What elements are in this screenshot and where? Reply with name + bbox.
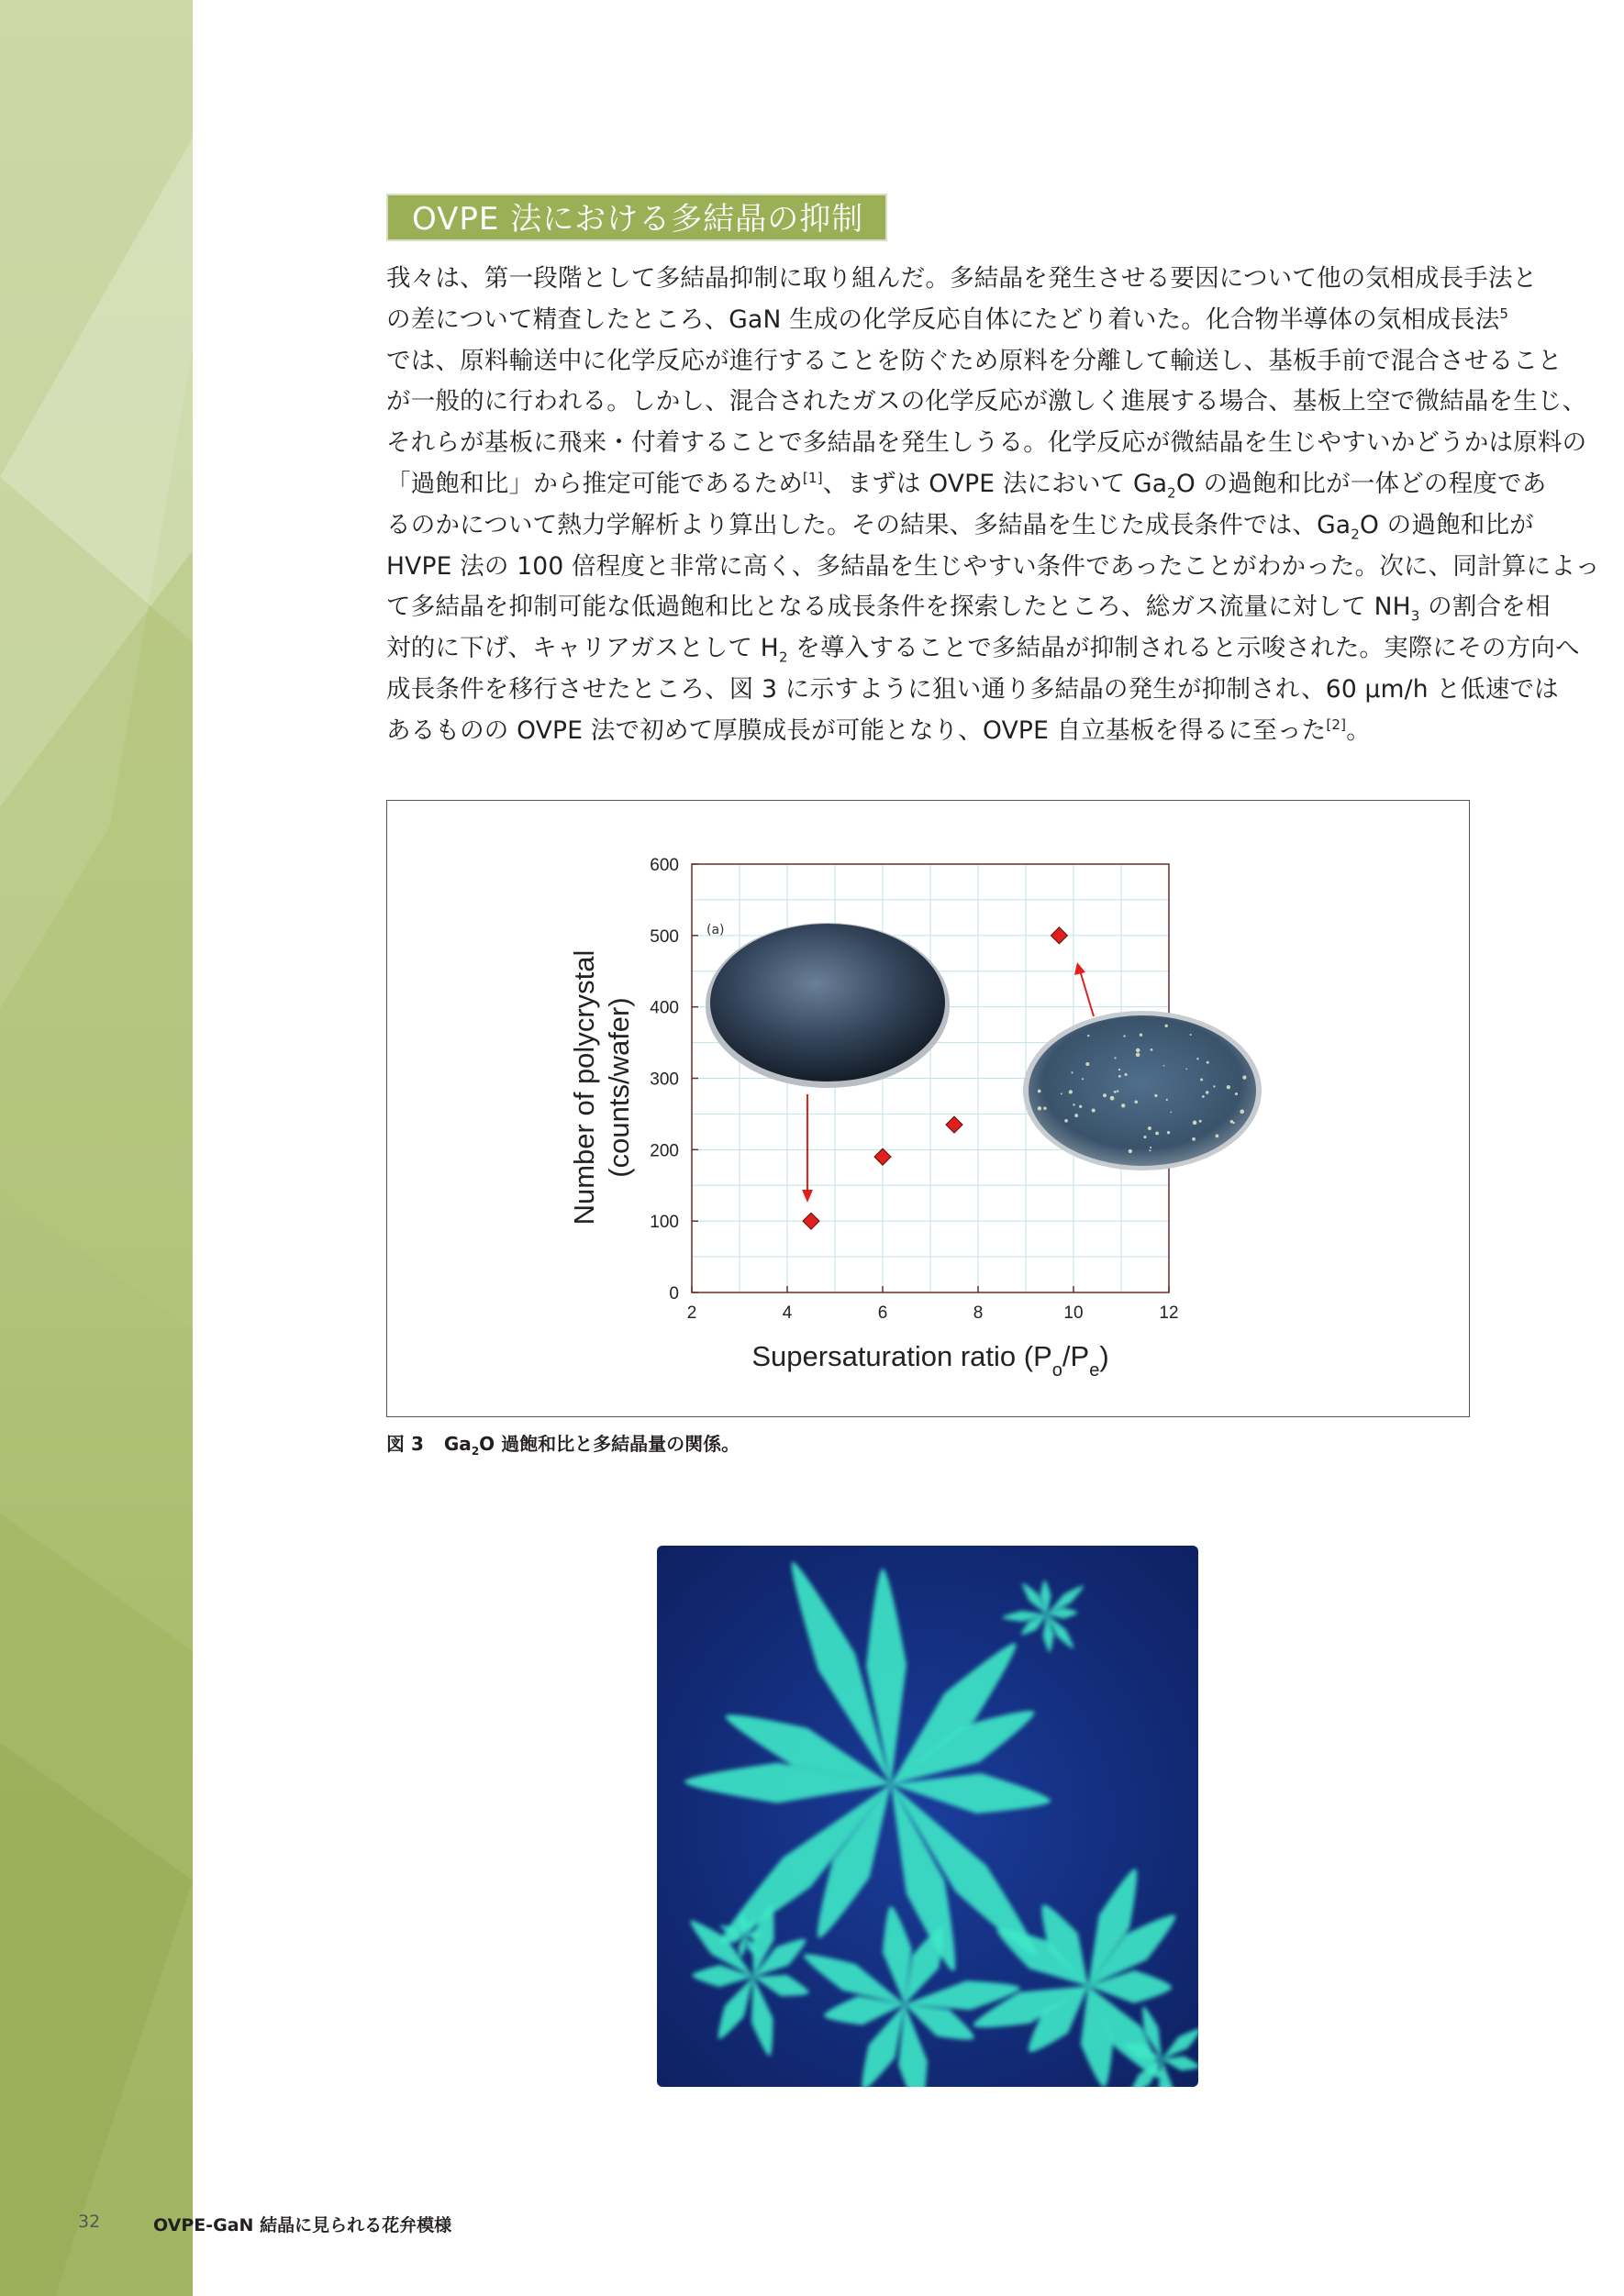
x-tick-label: 6	[877, 1303, 888, 1323]
speckle	[1123, 1035, 1125, 1037]
speckle	[1079, 1105, 1082, 1108]
body-line: それらが基板に飛来・付着することで多結晶を発生しうる。化学反応が微結晶を生じやすいかどうかは原料の	[386, 428, 1587, 458]
speckle	[1240, 1109, 1244, 1114]
speckle	[1064, 1119, 1068, 1123]
body-line: では、原料輸送中に化学反応が進行することを防ぐため原料を分離して輸送し、基板手前で混合させること	[386, 346, 1563, 375]
speckle	[1185, 1068, 1187, 1070]
speckle	[1074, 1114, 1078, 1117]
body-line: 対的に下げ、キャリアガスとして $H_2$ を導入することで多結晶が抑制されると示唆された。実際にその方向へ	[386, 634, 1580, 666]
speckle	[1227, 1085, 1230, 1089]
speckle	[1117, 1090, 1118, 1092]
figure-number: 図 3	[386, 1433, 424, 1455]
body-line: るのかについて熱力学解析より算出した。その結果、多結晶を生じた成長条件では、$Ga_2O$ の過飽和比が	[386, 510, 1534, 543]
body-line: 成長条件を移行させたところ、図 3 に示すように狙い通り多結晶の発生が抑制され、60 μm/h と低速では	[386, 674, 1559, 704]
data-point	[874, 1148, 891, 1165]
footer-title: OVPE-GaN 結晶に見られる花弁模様	[153, 2215, 452, 2235]
speckle	[1069, 1090, 1073, 1093]
speckle	[1038, 1090, 1041, 1093]
speckle	[1202, 1095, 1205, 1098]
x-tick-label: 12	[1159, 1303, 1179, 1323]
speckle	[1129, 1149, 1132, 1153]
x-tick-label: 8	[973, 1303, 984, 1323]
speckle	[1193, 1121, 1197, 1126]
speckle	[1192, 1137, 1196, 1141]
speckle	[1038, 1106, 1041, 1110]
figure-frame	[386, 800, 1470, 1417]
y-tick-label: 200	[650, 1141, 679, 1161]
speckle	[1121, 1104, 1125, 1107]
figure-caption-text: $Ga_2O$ 過飽和比と多結晶量の関係。	[443, 1433, 740, 1458]
body-line: 「過飽和比」から推定可能であるため[1]、まずは OVPE 法において $Ga_2O$ の過飽和比が一体どの程度であ	[386, 469, 1547, 502]
y-axis-label-line1: Number of polycrystal	[568, 949, 600, 1226]
speckle	[1154, 1094, 1157, 1097]
speckle	[1134, 1101, 1138, 1104]
speckle	[1196, 1058, 1198, 1059]
micrograph-image	[657, 1546, 1198, 2087]
speckle	[1136, 1053, 1140, 1058]
x-tick-label: 10	[1063, 1303, 1084, 1323]
speckle	[1170, 1112, 1172, 1114]
body-line: て多結晶を抑制可能な低過飽和比となる成長条件を探索したところ、総ガス流量に対して $NH_3$ の割合を相	[386, 593, 1551, 625]
speckle	[1061, 1093, 1062, 1094]
y-tick-label: 400	[650, 998, 679, 1018]
data-point	[946, 1116, 962, 1133]
y-tick-label: 100	[650, 1213, 679, 1233]
speckle	[1073, 1104, 1074, 1105]
y-tick-label: 600	[650, 856, 679, 875]
speckle	[1085, 1062, 1089, 1066]
speckle	[1149, 1149, 1151, 1151]
scatter-chart	[387, 801, 1468, 1415]
arrow-down-head	[802, 1190, 813, 1203]
wafer-photo-low	[710, 924, 945, 1081]
x-tick-label: 4	[782, 1303, 793, 1323]
speckle	[1114, 1091, 1117, 1093]
speckle	[1167, 1131, 1170, 1134]
section-heading: OVPE 法における多結晶の抑制	[386, 194, 887, 241]
speckle	[1216, 1135, 1219, 1138]
speckle	[1092, 1108, 1096, 1112]
speckle	[1143, 1136, 1146, 1138]
speckle	[1043, 1107, 1046, 1110]
x-axis-label: Supersaturation ratio $(P_o/P_e)$	[751, 1340, 1109, 1381]
y-tick-label: 300	[650, 1070, 679, 1090]
y-axis-label-line2: (counts/wafer)	[603, 997, 635, 1178]
speckle	[1071, 1071, 1073, 1073]
speckle	[1140, 1034, 1142, 1037]
speckle	[1206, 1091, 1208, 1093]
body-line: あるものの OVPE 法で初めて厚膜成長が可能となり、OVPE 自立基板を得るに至った[2]。	[386, 715, 1371, 745]
speckle	[1118, 1075, 1121, 1078]
speckle	[1242, 1075, 1246, 1079]
x-tick-label: 2	[686, 1303, 697, 1323]
speckle	[1114, 1057, 1116, 1059]
wafer-photo-high	[1029, 1015, 1256, 1166]
speckle	[1151, 1048, 1153, 1051]
speckle	[1118, 1069, 1120, 1070]
body-paragraph	[386, 259, 1600, 752]
body-line: の差について精査したところ、GaN 生成の化学反応自体にたどり着いた。化合物半導体の気相成長法$^5$	[386, 305, 1509, 334]
speckle	[1110, 1096, 1115, 1101]
speckle	[1199, 1120, 1202, 1123]
speckle	[1148, 1126, 1151, 1130]
y-tick-label: 0	[669, 1284, 679, 1303]
speckle	[1155, 1132, 1159, 1136]
speckle	[1087, 1035, 1089, 1037]
speckle	[1150, 1147, 1151, 1148]
flower-pattern-micrograph	[657, 1546, 1198, 2087]
body-line: HVPE 法の 100 倍程度と非常に高く、多結晶を生じやすい条件であったことがわかった。次に、同計算によっ	[386, 551, 1600, 581]
data-point	[1051, 927, 1067, 944]
arrow-up-line	[1080, 971, 1094, 1016]
speckle	[1213, 1085, 1215, 1087]
body-line: 我々は、第一段階として多結晶抑制に取り組んだ。多結晶を発生させる要因について他の気相成長手法と	[386, 264, 1538, 293]
speckle	[1200, 1078, 1203, 1081]
arrow-up-head	[1074, 962, 1085, 975]
speckle	[1232, 1122, 1234, 1124]
left-sidebar	[0, 0, 193, 2296]
speckle	[1235, 1093, 1238, 1095]
speckle	[1166, 1099, 1168, 1101]
speckle	[1124, 1073, 1127, 1076]
speckle	[1103, 1093, 1107, 1097]
page-number: 32	[78, 2212, 101, 2232]
y-tick-label: 500	[650, 926, 679, 947]
body-line: が一般的に行われる。しかし、混合されたガスの化学反応が激しく進展する場合、基板上空で微結晶を生じ、	[386, 387, 1587, 416]
figure-caption	[386, 1430, 740, 1465]
speckle	[1165, 1025, 1168, 1027]
speckle	[1207, 1061, 1209, 1064]
data-point	[803, 1213, 819, 1229]
sidebar-decoration	[0, 0, 193, 2296]
speckle	[1136, 1048, 1140, 1053]
speckle	[1163, 1065, 1165, 1067]
inset-label: (a)	[706, 923, 725, 937]
speckle	[1082, 1078, 1084, 1080]
speckle	[1190, 1034, 1192, 1036]
